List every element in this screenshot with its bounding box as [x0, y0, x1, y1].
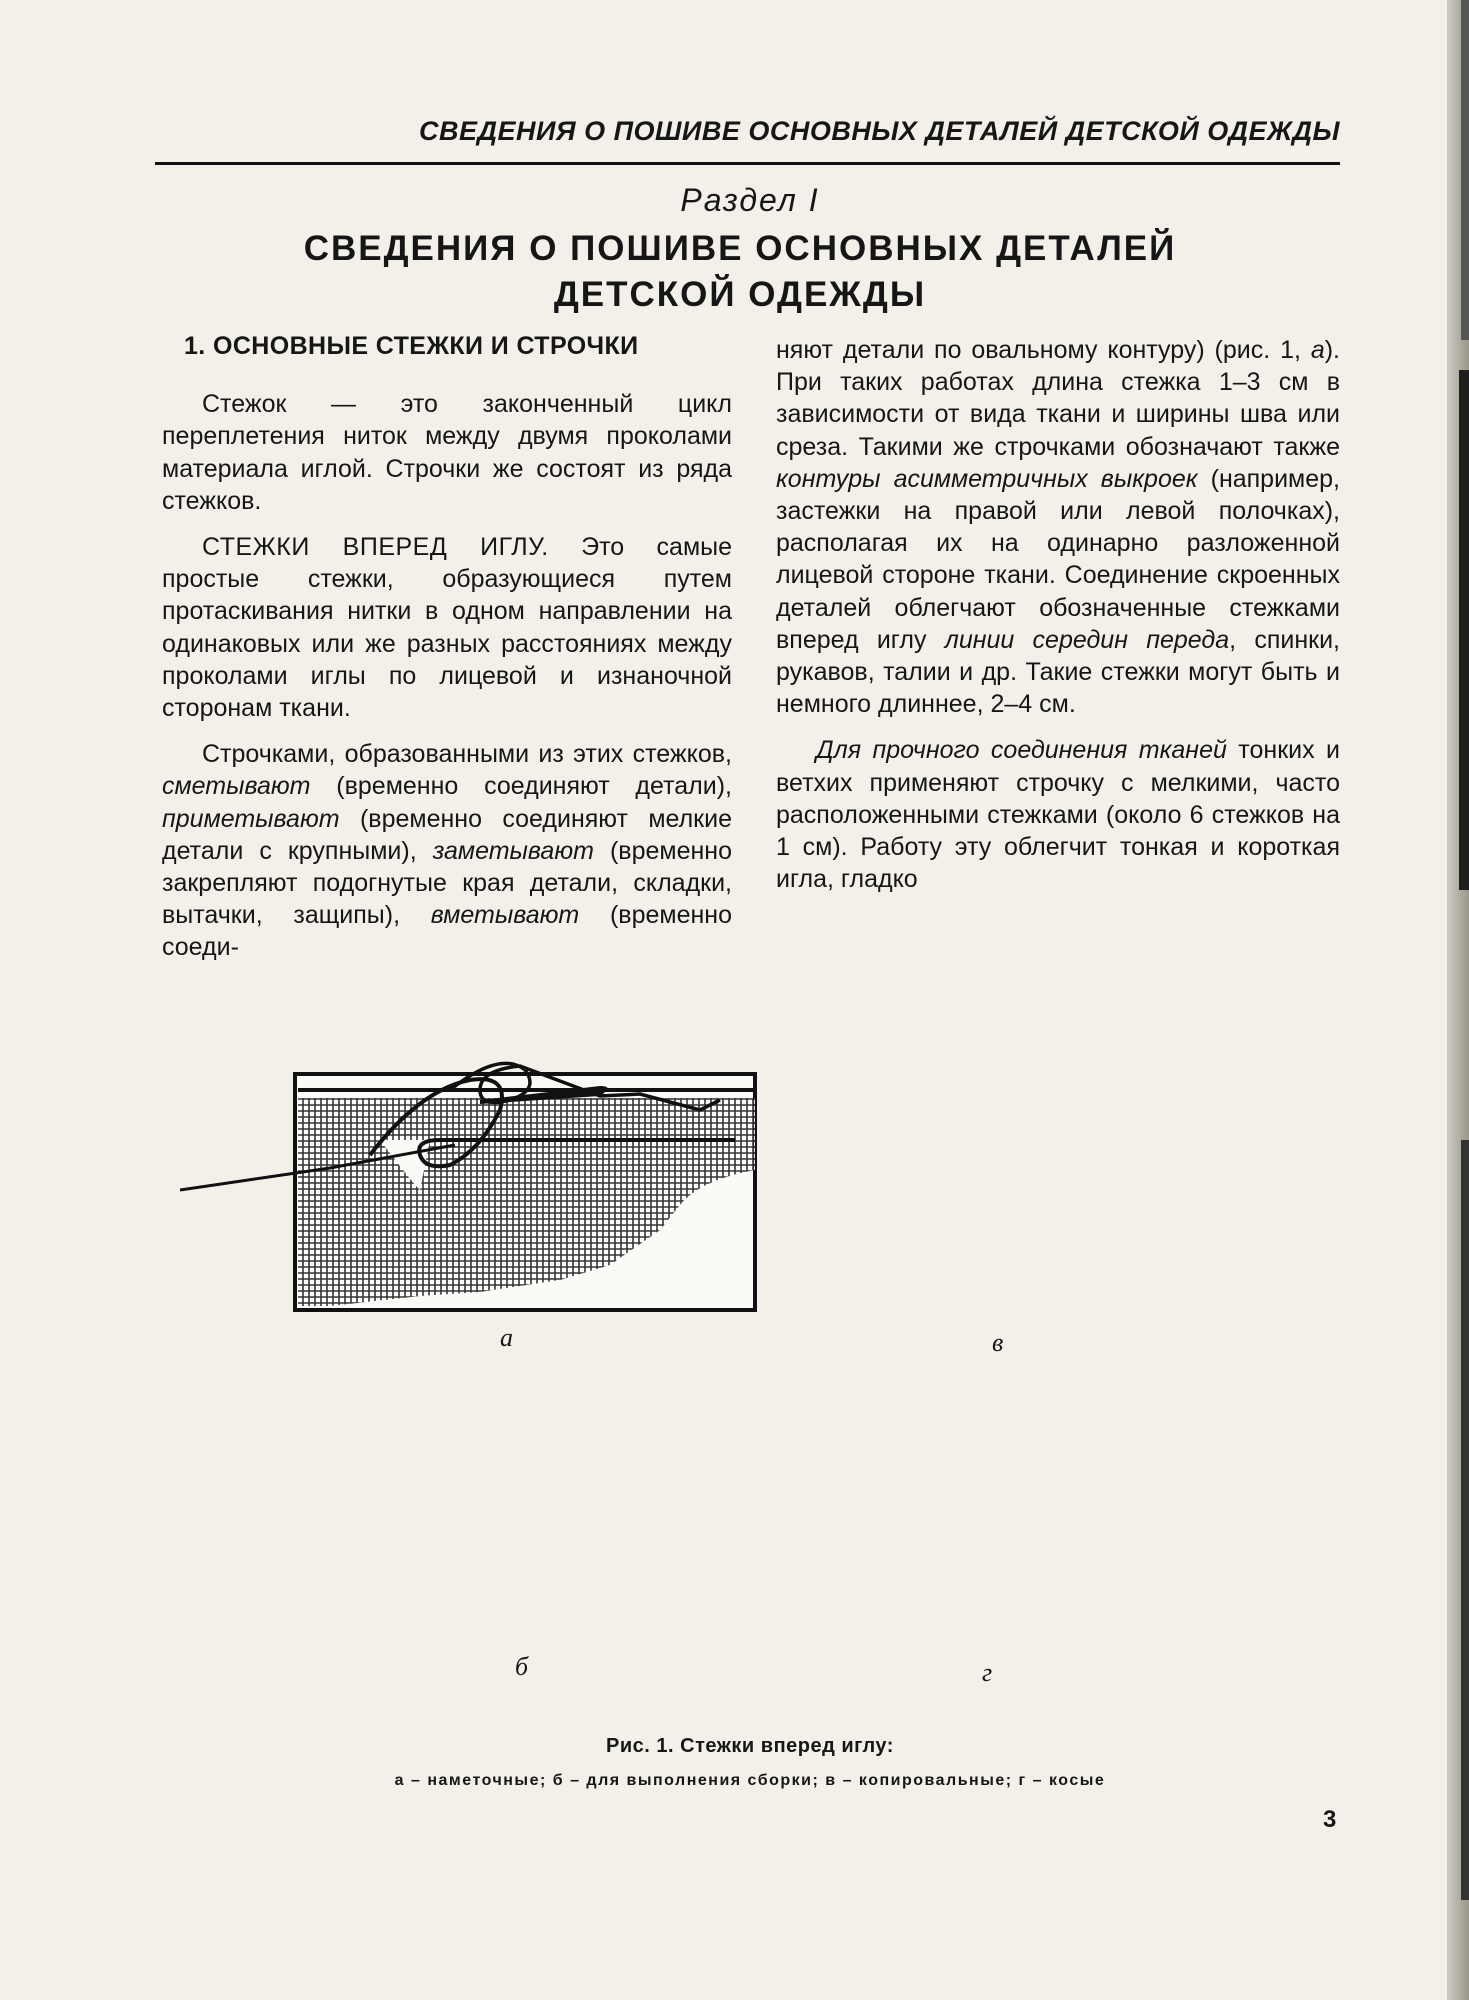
term-italic: Для прочного соединения тканей	[816, 736, 1227, 765]
paragraph: Стежок — это законченный цикл переплетения ниток между двумя проколами материала иглой. Строчки же состоят из ряда стежков.	[162, 390, 732, 515]
left-column	[162, 330, 732, 964]
text-run: (временно соеди-	[162, 901, 732, 962]
header-rule	[155, 162, 1340, 165]
figure-illustrations	[180, 1030, 1350, 1720]
figure-letter: г	[982, 1658, 993, 1687]
text-run: ). При таких работах длина стежка 1–3 см в зависимости от вида ткани и ширины шва или среза. Такими же строчками обозначают также	[776, 336, 1340, 461]
section-label: Раздел I	[680, 182, 820, 218]
panel-a	[180, 1063, 755, 1310]
paragraph	[162, 531, 732, 724]
figure-letter: б	[515, 1652, 529, 1681]
section-title	[260, 226, 1220, 318]
term-italic: контуры асимметричных выкроек	[776, 464, 1198, 493]
figure-stitches	[180, 1030, 1350, 1720]
text-run: (временно закрепляют подогнутые края детали, складки, вытачки, защипы),	[162, 836, 733, 930]
paragraph	[776, 734, 1340, 895]
text-run: няют детали по овальному контуру) (рис. 1,	[776, 336, 1311, 364]
term-italic: линии середин переда	[944, 625, 1230, 654]
text-run: (временно соединяют детали),	[310, 772, 732, 801]
page-edge-shadow	[1459, 370, 1469, 890]
figure-letter: а	[500, 1323, 513, 1352]
term-italic: заметывают	[432, 836, 594, 865]
section-title-line: ДЕТСКОЙ ОДЕЖДЫ	[553, 275, 927, 314]
figure-caption: Рис. 1. Стежки вперед иглу:	[606, 1735, 894, 1757]
figure-letter: в	[992, 1328, 1004, 1357]
paragraph	[162, 738, 732, 963]
term-italic: сметывают	[162, 772, 311, 801]
term-italic: вметывают	[430, 901, 580, 930]
figure-legend: а – наметочные; б – для выполнения сборки; в – копировальные; г – косые	[394, 1772, 1106, 1789]
text-run: тонких и ветхих применяют строчку с мелкими, часто расположенными стежками (около 6 стежков на 1 см). Работу эту облегчит тонкая и короткая игла, гладко	[776, 736, 1340, 894]
text-run: , спинки, рукавов, талии и др. Такие стежки могут быть и немного длиннее, 2–4 см.	[776, 625, 1340, 719]
right-column	[776, 334, 1340, 895]
section-title-line: СВЕДЕНИЯ О ПОШИВЕ ОСНОВНЫХ ДЕТАЛЕЙ	[303, 229, 1177, 268]
running-head: СВЕДЕНИЯ О ПОШИВЕ ОСНОВНЫХ ДЕТАЛЕЙ ДЕТСКОЙ ОДЕЖДЫ	[418, 116, 1340, 146]
page-edge-shadow	[1461, 0, 1469, 340]
text-run: Это самые простые стежки, образующиеся путем протаскивания нитки в одном направлении на одинаковых или же разных расстояниях между проколами иглы по лицевой и изнаночной сторонам ткани.	[162, 533, 732, 723]
text-run: (например, застежки на правой или левой полочках), располагая их на одинарно разложенной лицевой стороне ткани. Соединение скроенных деталей облегчают обозначенные стежками вперед иглу	[776, 464, 1340, 654]
text-run: (временно соединяют мелкие детали с крупными),	[162, 804, 732, 865]
page-number: 3	[1323, 1806, 1337, 1833]
paragraph	[776, 334, 1340, 720]
article-heading: 1. ОСНОВНЫЕ СТЕЖКИ И СТРОЧКИ	[184, 332, 639, 360]
text-run: Строчками, образованными из этих стежков,	[202, 740, 732, 769]
term-caps: СТЕЖКИ ВПЕРЕД ИГЛУ.	[202, 533, 549, 562]
term-italic: приметывают	[162, 804, 340, 833]
term-italic: а	[1310, 336, 1325, 364]
